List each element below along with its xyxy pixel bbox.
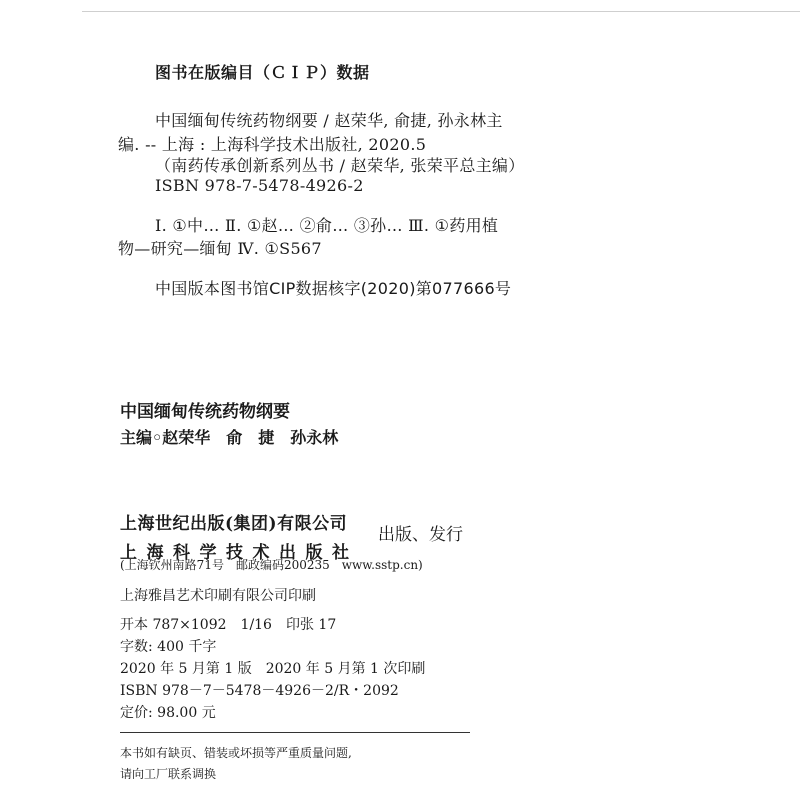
edition-info: 2020 年 5 月第 1 版 2020 年 5 月第 1 次印刷 [120, 661, 426, 677]
cip-line-7: 中国版本图书馆CIP数据核字(2020)第077666号 [155, 279, 512, 298]
publisher-names [120, 509, 359, 563]
word-count: 字数: 400 千字 [120, 639, 217, 655]
top-divider [82, 11, 800, 12]
cip-heading: 图书在版编目（ＣＩＰ）数据 [155, 63, 370, 82]
publisher-role: 出版、发行 [378, 525, 463, 545]
notice-line-2: 请向工厂联系调换 [120, 767, 217, 781]
cip-line-4: ISBN 978-7-5478-4926-2 [155, 176, 364, 195]
isbn: ISBN 978－7－5478－4926－2/R・2092 [120, 683, 399, 699]
book-format: 开本 787×1092 1/16 印张 17 [120, 617, 337, 633]
cip-line-2: 编. -- 上海 : 上海科学技术出版社, 2020.5 [118, 135, 427, 154]
cip-line-6: 物—研究—缅甸 Ⅳ. ①S567 [118, 239, 322, 258]
publisher-name-1: 上海世纪出版(集团)有限公司 [120, 514, 348, 534]
printer: 上海雅昌艺术印刷有限公司印刷 [120, 588, 316, 604]
notice-divider [120, 732, 470, 733]
publisher-name-2: 上海科学技术出版社 [120, 543, 359, 563]
price: 定价: 98.00 元 [120, 705, 216, 721]
publisher-address: (上海钦州南路71号 邮政编码200235 www.sstp.cn) [120, 558, 423, 572]
notice-line-1: 本书如有缺页、错装或坏损等严重质量问题, [120, 746, 352, 760]
cip-line-1: 中国缅甸传统药物纲要 / 赵荣华, 俞捷, 孙永林主 [155, 111, 503, 130]
cip-line-3: （南药传承创新系列丛书 / 赵荣华, 张荣平总主编） [155, 156, 525, 175]
cip-line-5: Ⅰ. ①中… Ⅱ. ①赵… ②俞… ③孙… Ⅲ. ①药用植 [155, 216, 499, 235]
book-title: 中国缅甸传统药物纲要 [120, 402, 290, 422]
book-editors: 主编◦赵荣华 俞 捷 孙永林 [120, 428, 339, 447]
